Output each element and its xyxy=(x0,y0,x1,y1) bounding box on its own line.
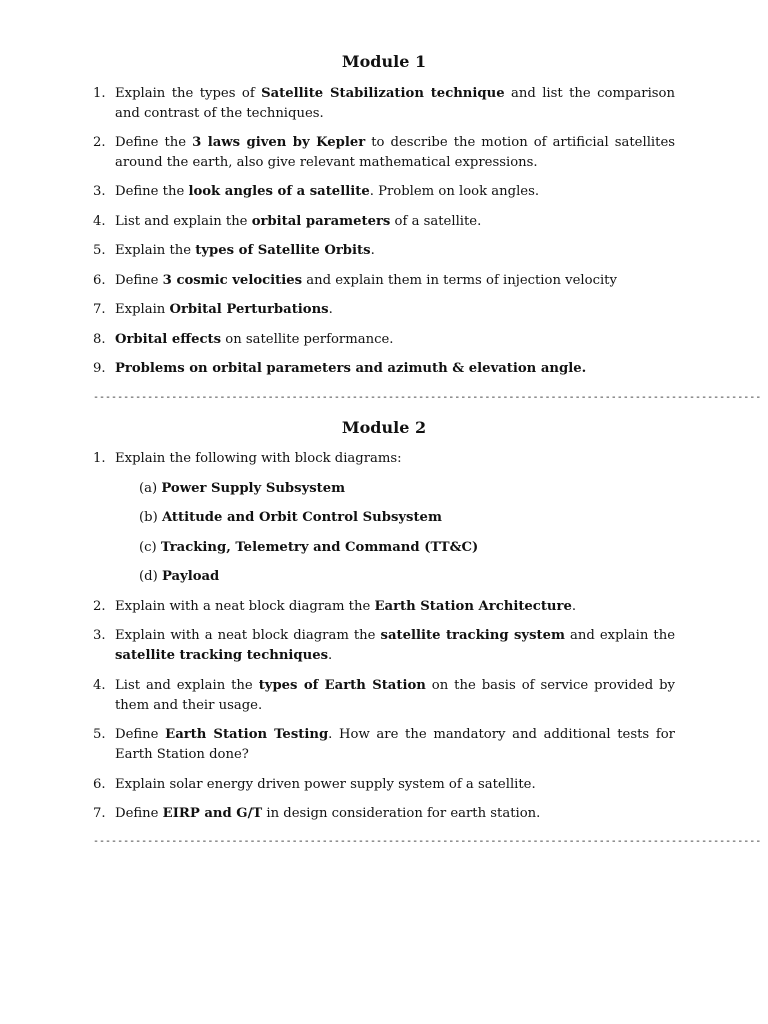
question-text xyxy=(115,361,586,376)
question-item xyxy=(93,133,675,173)
question-text-segment: List and explain the xyxy=(115,677,259,693)
question-text-segment: to describe the motion of artificial satellites around the earth, also give relevant mathematical expressions. xyxy=(115,134,676,170)
question-text-segment: in design consideration for earth station. xyxy=(262,805,541,821)
question-item xyxy=(93,271,675,291)
module-2-title: Module 2 xyxy=(341,418,427,437)
question-text xyxy=(115,214,481,229)
question-text-segment: Define the xyxy=(115,134,193,150)
question-text-bold: Satellite Stabilization technique xyxy=(261,86,505,101)
question-item xyxy=(93,804,675,824)
question-text-segment: . Problem on look angles. xyxy=(369,184,540,199)
sub-question-label: (d) xyxy=(139,569,162,584)
sub-question-item xyxy=(115,538,675,558)
question-text-segment: List and explain the xyxy=(115,213,252,229)
question-number: 4. xyxy=(93,213,106,229)
question-item xyxy=(93,182,675,202)
sub-question-item xyxy=(115,508,675,528)
question-number: 2. xyxy=(93,134,106,150)
sub-question-item xyxy=(115,479,675,499)
sub-question-item xyxy=(115,567,675,587)
sub-question-text: Power Supply Subsystem xyxy=(161,480,346,496)
module-2-question-list xyxy=(93,449,675,824)
question-text-bold: satellite tracking system xyxy=(380,628,565,643)
question-text-segment: on satellite performance. xyxy=(221,331,394,347)
question-text-segment: Explain xyxy=(115,301,170,317)
question-text xyxy=(115,135,675,170)
question-text xyxy=(115,273,617,288)
question-text xyxy=(115,243,375,258)
question-text-segment: Define xyxy=(115,805,163,821)
question-item xyxy=(93,775,675,795)
question-item xyxy=(93,300,675,320)
question-number: 1. xyxy=(93,451,106,466)
question-item xyxy=(93,597,675,617)
question-item xyxy=(93,84,675,124)
question-text-bold: 3 laws given by Kepler xyxy=(192,134,366,150)
question-text-segment: Define the xyxy=(115,184,189,199)
question-item xyxy=(93,241,675,261)
question-text xyxy=(115,184,539,199)
question-text-segment: Explain the following with block diagrams: xyxy=(115,451,402,466)
question-text-segment: of a satellite. xyxy=(390,213,482,229)
question-text-bold: types of Earth Station xyxy=(258,677,426,693)
question-text-bold: Orbital effects xyxy=(115,331,222,347)
question-number: 7. xyxy=(93,805,106,821)
question-text xyxy=(115,628,675,663)
question-item xyxy=(93,330,675,350)
question-text-segment: on the basis of service provided by them and their usage. xyxy=(115,677,676,713)
sub-question-list xyxy=(115,479,675,588)
question-text-segment: Define xyxy=(115,727,166,742)
question-number: 4. xyxy=(93,677,106,693)
question-number: 6. xyxy=(93,272,106,288)
question-text-segment: Explain the xyxy=(115,243,196,258)
question-text-bold: orbital parameters xyxy=(251,213,391,229)
question-number: 9. xyxy=(93,360,106,376)
question-text-segment: . xyxy=(328,648,333,663)
question-text-segment: Explain solar energy driven power supply system of a satellite. xyxy=(115,776,536,792)
question-text-segment: . How are the mandatory and additional tests for Earth Station done? xyxy=(115,727,675,762)
question-text-bold: types of Satellite Orbits xyxy=(195,243,371,258)
question-text-bold: EIRP and G/T xyxy=(162,805,263,821)
question-text xyxy=(115,451,402,466)
question-text-segment: . xyxy=(571,598,577,614)
question-text xyxy=(115,302,333,317)
question-text-bold: Problems on orbital parameters and azimuth & elevation angle. xyxy=(115,360,587,376)
question-text xyxy=(115,678,675,713)
question-text xyxy=(115,727,675,762)
question-text-segment: Explain with a neat block diagram the xyxy=(115,628,381,643)
module-1-title: Module 1 xyxy=(341,52,427,71)
sub-question-text: Tracking, Telemetry and Command (TT&C) xyxy=(160,539,479,555)
section-divider-2: --------------------------------------------------------------------------------------------------------------- xyxy=(93,836,762,847)
question-item xyxy=(93,725,675,765)
question-item xyxy=(93,676,675,716)
sub-question-text: Payload xyxy=(161,569,220,584)
question-text xyxy=(115,332,393,347)
question-text-bold: Orbital Perturbations xyxy=(169,301,329,317)
question-text-segment: and explain the xyxy=(564,628,675,643)
question-text xyxy=(115,777,536,792)
sub-question-label: (c) xyxy=(139,539,161,555)
question-number: 5. xyxy=(93,727,106,742)
sub-question-label: (b) xyxy=(139,510,162,525)
question-number: 3. xyxy=(93,628,106,643)
question-text-bold: look angles of a satellite xyxy=(188,184,370,199)
question-item xyxy=(93,359,675,379)
question-item xyxy=(93,449,675,587)
question-text-segment: Explain the types of xyxy=(115,86,262,101)
question-text-bold: satellite tracking techniques xyxy=(115,648,329,663)
question-number: 8. xyxy=(93,331,106,347)
question-text-segment: Define xyxy=(115,272,163,288)
question-number: 6. xyxy=(93,776,106,792)
section-divider-1: --------------------------------------------------------------------------------------------------------------- xyxy=(93,392,762,403)
module-1-question-list xyxy=(93,84,675,379)
question-text-bold: 3 cosmic velocities xyxy=(162,272,303,288)
question-item xyxy=(93,626,675,666)
question-number: 5. xyxy=(93,243,106,258)
question-number: 2. xyxy=(93,598,106,614)
question-number: 7. xyxy=(93,301,106,317)
question-text-segment: and explain them in terms of injection velocity xyxy=(302,272,617,288)
question-text-segment: . xyxy=(370,243,375,258)
question-number: 3. xyxy=(93,184,106,199)
question-text-bold: Earth Station Testing xyxy=(165,727,329,742)
question-text-segment: Explain with a neat block diagram the xyxy=(115,598,375,614)
sub-question-label: (a) xyxy=(139,480,162,496)
question-item xyxy=(93,212,675,232)
question-text xyxy=(115,86,675,121)
question-text xyxy=(115,599,576,614)
question-text-bold: Earth Station Architecture xyxy=(374,598,572,614)
question-text-segment: and list the comparison and contrast of the techniques. xyxy=(115,86,675,121)
question-number: 1. xyxy=(93,86,106,101)
question-text-segment: . xyxy=(328,301,333,317)
sub-question-text: Attitude and Orbit Control Subsystem xyxy=(161,510,442,525)
question-text xyxy=(115,806,540,821)
